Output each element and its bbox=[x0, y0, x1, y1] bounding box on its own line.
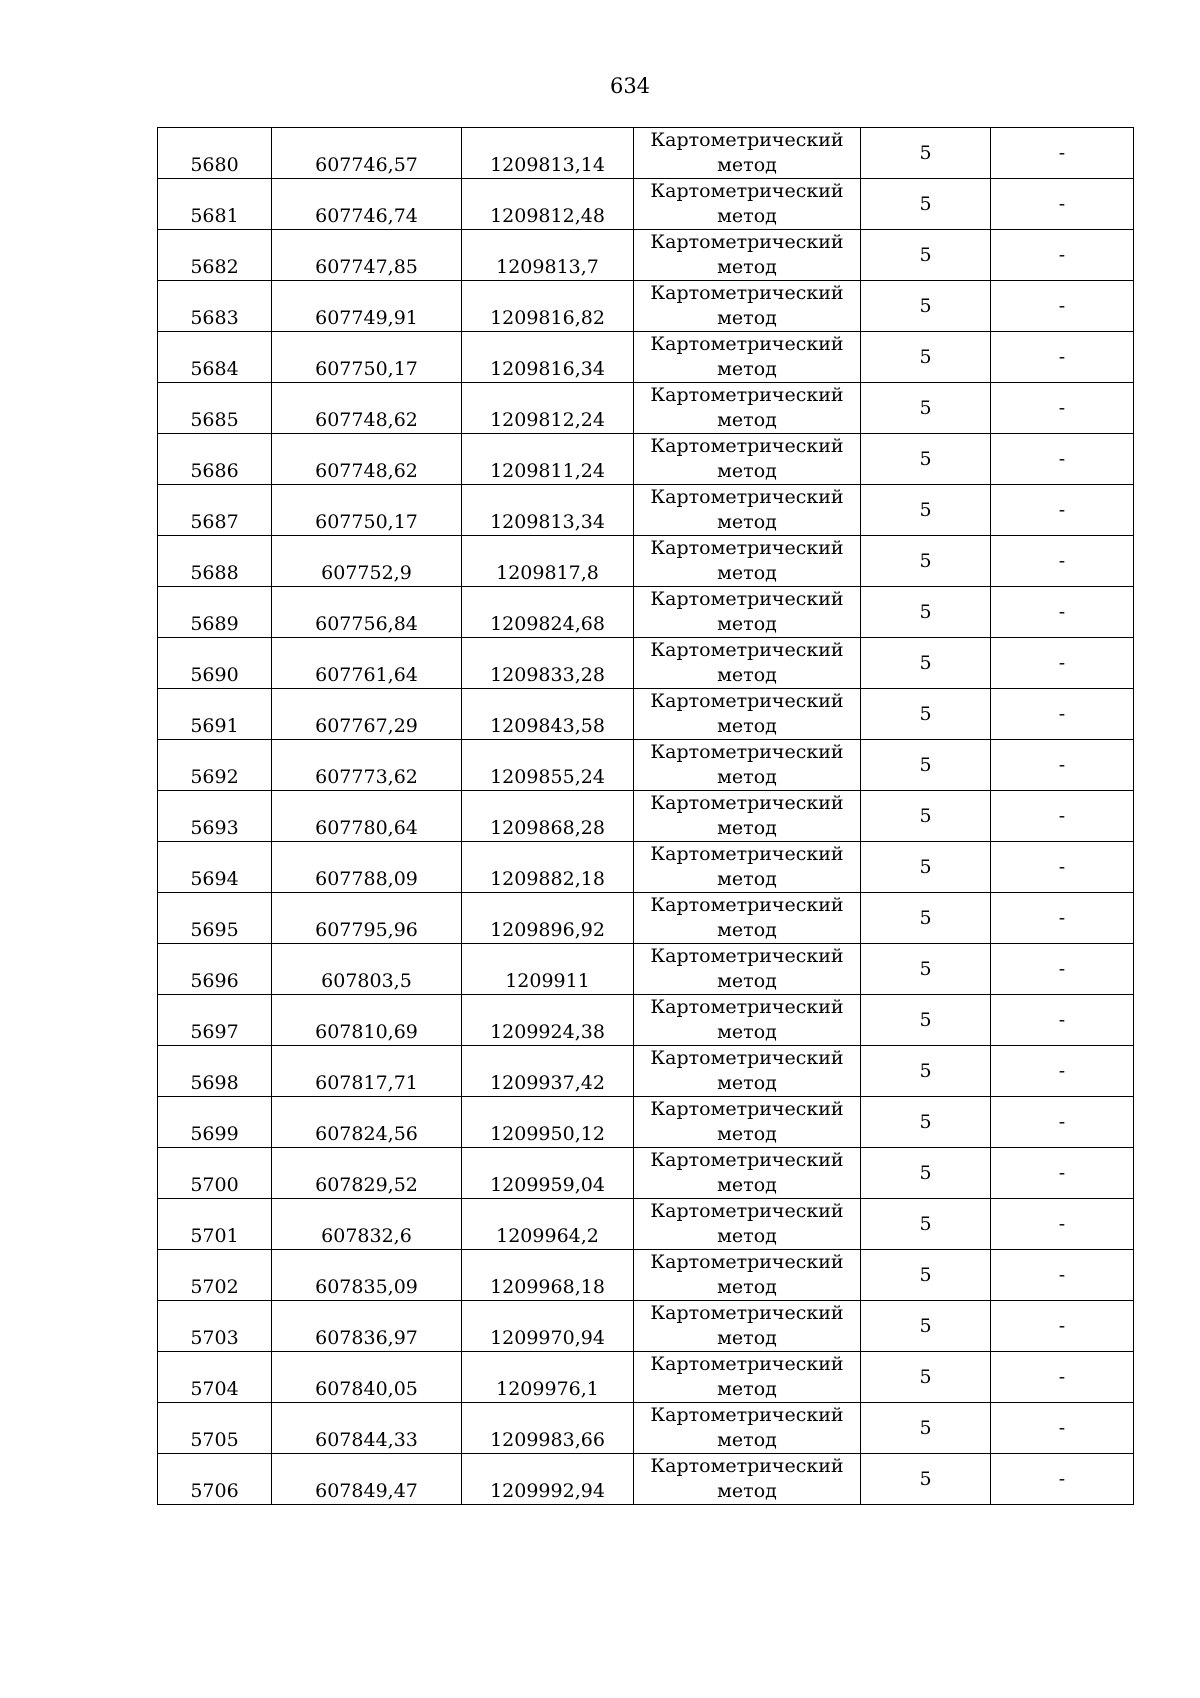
x-coordinate-cell: 607746,57 bbox=[272, 128, 462, 179]
y-coordinate-cell: 1209811,24 bbox=[462, 434, 634, 485]
point-number-cell: 5683 bbox=[158, 281, 272, 332]
accuracy-cell: 5 bbox=[861, 893, 991, 944]
x-coordinate-cell: 607750,17 bbox=[272, 485, 462, 536]
x-coordinate-cell: 607803,5 bbox=[272, 944, 462, 995]
note-cell: - bbox=[991, 281, 1134, 332]
y-coordinate-cell: 1209983,66 bbox=[462, 1403, 634, 1454]
accuracy-cell: 5 bbox=[861, 638, 991, 689]
method-line-1: Картометрический bbox=[650, 537, 844, 559]
table-row bbox=[158, 1352, 1134, 1403]
point-number-cell: 5693 bbox=[158, 791, 272, 842]
x-coordinate-cell: 607761,64 bbox=[272, 638, 462, 689]
method-cell bbox=[634, 587, 861, 638]
method-line-2: метод bbox=[717, 715, 777, 737]
point-number-cell: 5699 bbox=[158, 1097, 272, 1148]
x-coordinate-cell: 607756,84 bbox=[272, 587, 462, 638]
method-line-1: Картометрический bbox=[650, 1302, 844, 1324]
table-row bbox=[158, 383, 1134, 434]
method-line-1: Картометрический bbox=[650, 282, 844, 304]
accuracy-cell: 5 bbox=[861, 485, 991, 536]
table-row bbox=[158, 893, 1134, 944]
accuracy-cell: 5 bbox=[861, 383, 991, 434]
method-line-2: метод bbox=[717, 1480, 777, 1502]
method-line-1: Картометрический bbox=[650, 588, 844, 610]
accuracy-cell: 5 bbox=[861, 740, 991, 791]
accuracy-cell: 5 bbox=[861, 842, 991, 893]
table-row bbox=[158, 332, 1134, 383]
x-coordinate-cell: 607749,91 bbox=[272, 281, 462, 332]
method-cell bbox=[634, 1454, 861, 1505]
method-cell bbox=[634, 434, 861, 485]
method-cell bbox=[634, 485, 861, 536]
method-cell bbox=[634, 1046, 861, 1097]
table-row bbox=[158, 536, 1134, 587]
x-coordinate-cell: 607840,05 bbox=[272, 1352, 462, 1403]
point-number-cell: 5706 bbox=[158, 1454, 272, 1505]
note-cell: - bbox=[991, 791, 1134, 842]
method-line-2: метод bbox=[717, 1225, 777, 1247]
note-cell: - bbox=[991, 1250, 1134, 1301]
point-number-cell: 5700 bbox=[158, 1148, 272, 1199]
note-cell: - bbox=[991, 740, 1134, 791]
method-line-1: Картометрический bbox=[650, 843, 844, 865]
method-line-2: метод bbox=[717, 664, 777, 686]
point-number-cell: 5694 bbox=[158, 842, 272, 893]
x-coordinate-cell: 607849,47 bbox=[272, 1454, 462, 1505]
y-coordinate-cell: 1209924,38 bbox=[462, 995, 634, 1046]
point-number-cell: 5690 bbox=[158, 638, 272, 689]
method-line-2: метод bbox=[717, 1021, 777, 1043]
method-line-2: метод bbox=[717, 205, 777, 227]
method-line-1: Картометрический bbox=[650, 231, 844, 253]
method-cell bbox=[634, 230, 861, 281]
x-coordinate-cell: 607780,64 bbox=[272, 791, 462, 842]
x-coordinate-cell: 607748,62 bbox=[272, 434, 462, 485]
method-line-1: Картометрический bbox=[650, 690, 844, 712]
table-row bbox=[158, 587, 1134, 638]
x-coordinate-cell: 607750,17 bbox=[272, 332, 462, 383]
y-coordinate-cell: 1209896,92 bbox=[462, 893, 634, 944]
note-cell: - bbox=[991, 689, 1134, 740]
table-row bbox=[158, 1097, 1134, 1148]
note-cell: - bbox=[991, 230, 1134, 281]
point-number-cell: 5702 bbox=[158, 1250, 272, 1301]
y-coordinate-cell: 1209816,34 bbox=[462, 332, 634, 383]
x-coordinate-cell: 607746,74 bbox=[272, 179, 462, 230]
y-coordinate-cell: 1209970,94 bbox=[462, 1301, 634, 1352]
accuracy-cell: 5 bbox=[861, 1199, 991, 1250]
method-line-1: Картометрический bbox=[650, 1455, 844, 1477]
x-coordinate-cell: 607788,09 bbox=[272, 842, 462, 893]
method-line-2: метод bbox=[717, 919, 777, 941]
point-number-cell: 5697 bbox=[158, 995, 272, 1046]
point-number-cell: 5705 bbox=[158, 1403, 272, 1454]
note-cell: - bbox=[991, 434, 1134, 485]
y-coordinate-cell: 1209812,48 bbox=[462, 179, 634, 230]
note-cell: - bbox=[991, 383, 1134, 434]
method-cell bbox=[634, 536, 861, 587]
table-row bbox=[158, 128, 1134, 179]
point-number-cell: 5689 bbox=[158, 587, 272, 638]
point-number-cell: 5704 bbox=[158, 1352, 272, 1403]
method-line-2: метод bbox=[717, 1123, 777, 1145]
method-line-2: метод bbox=[717, 868, 777, 890]
method-cell bbox=[634, 995, 861, 1046]
point-number-cell: 5684 bbox=[158, 332, 272, 383]
method-cell bbox=[634, 1148, 861, 1199]
y-coordinate-cell: 1209911 bbox=[462, 944, 634, 995]
coordinates-table bbox=[157, 127, 1134, 1505]
method-cell bbox=[634, 689, 861, 740]
table-row bbox=[158, 944, 1134, 995]
method-line-1: Картометрический bbox=[650, 180, 844, 202]
method-cell bbox=[634, 638, 861, 689]
method-cell bbox=[634, 791, 861, 842]
table-row bbox=[158, 638, 1134, 689]
y-coordinate-cell: 1209937,42 bbox=[462, 1046, 634, 1097]
method-line-2: метод bbox=[717, 460, 777, 482]
method-line-2: метод bbox=[717, 256, 777, 278]
note-cell: - bbox=[991, 1097, 1134, 1148]
method-line-1: Картометрический bbox=[650, 1353, 844, 1375]
x-coordinate-cell: 607748,62 bbox=[272, 383, 462, 434]
note-cell: - bbox=[991, 1148, 1134, 1199]
method-line-1: Картометрический bbox=[650, 894, 844, 916]
method-cell bbox=[634, 179, 861, 230]
y-coordinate-cell: 1209824,68 bbox=[462, 587, 634, 638]
method-cell bbox=[634, 893, 861, 944]
y-coordinate-cell: 1209992,94 bbox=[462, 1454, 634, 1505]
accuracy-cell: 5 bbox=[861, 128, 991, 179]
table-row bbox=[158, 281, 1134, 332]
y-coordinate-cell: 1209950,12 bbox=[462, 1097, 634, 1148]
y-coordinate-cell: 1209817,8 bbox=[462, 536, 634, 587]
table-row bbox=[158, 1454, 1134, 1505]
y-coordinate-cell: 1209813,14 bbox=[462, 128, 634, 179]
accuracy-cell: 5 bbox=[861, 944, 991, 995]
note-cell: - bbox=[991, 944, 1134, 995]
y-coordinate-cell: 1209843,58 bbox=[462, 689, 634, 740]
method-line-1: Картометрический bbox=[650, 639, 844, 661]
table-row bbox=[158, 1046, 1134, 1097]
x-coordinate-cell: 607795,96 bbox=[272, 893, 462, 944]
x-coordinate-cell: 607824,56 bbox=[272, 1097, 462, 1148]
table-row bbox=[158, 230, 1134, 281]
table-row bbox=[158, 434, 1134, 485]
method-line-1: Картометрический bbox=[650, 1047, 844, 1069]
accuracy-cell: 5 bbox=[861, 1097, 991, 1148]
x-coordinate-cell: 607829,52 bbox=[272, 1148, 462, 1199]
y-coordinate-cell: 1209959,04 bbox=[462, 1148, 634, 1199]
note-cell: - bbox=[991, 1199, 1134, 1250]
y-coordinate-cell: 1209813,7 bbox=[462, 230, 634, 281]
note-cell: - bbox=[991, 893, 1134, 944]
method-line-1: Картометрический bbox=[650, 945, 844, 967]
note-cell: - bbox=[991, 332, 1134, 383]
method-line-2: метод bbox=[717, 409, 777, 431]
note-cell: - bbox=[991, 638, 1134, 689]
table-row bbox=[158, 791, 1134, 842]
y-coordinate-cell: 1209882,18 bbox=[462, 842, 634, 893]
accuracy-cell: 5 bbox=[861, 1046, 991, 1097]
accuracy-cell: 5 bbox=[861, 281, 991, 332]
accuracy-cell: 5 bbox=[861, 1148, 991, 1199]
method-line-1: Картометрический bbox=[650, 1404, 844, 1426]
method-cell bbox=[634, 1403, 861, 1454]
accuracy-cell: 5 bbox=[861, 179, 991, 230]
note-cell: - bbox=[991, 995, 1134, 1046]
method-line-1: Картометрический bbox=[650, 384, 844, 406]
method-line-2: метод bbox=[717, 562, 777, 584]
accuracy-cell: 5 bbox=[861, 791, 991, 842]
note-cell: - bbox=[991, 179, 1134, 230]
x-coordinate-cell: 607844,33 bbox=[272, 1403, 462, 1454]
accuracy-cell: 5 bbox=[861, 1403, 991, 1454]
x-coordinate-cell: 607836,97 bbox=[272, 1301, 462, 1352]
method-line-1: Картометрический bbox=[650, 1200, 844, 1222]
accuracy-cell: 5 bbox=[861, 1301, 991, 1352]
method-line-2: метод bbox=[717, 1327, 777, 1349]
x-coordinate-cell: 607832,6 bbox=[272, 1199, 462, 1250]
method-cell bbox=[634, 1352, 861, 1403]
method-cell bbox=[634, 128, 861, 179]
note-cell: - bbox=[991, 485, 1134, 536]
point-number-cell: 5703 bbox=[158, 1301, 272, 1352]
accuracy-cell: 5 bbox=[861, 1250, 991, 1301]
x-coordinate-cell: 607747,85 bbox=[272, 230, 462, 281]
table-row bbox=[158, 1301, 1134, 1352]
method-line-2: метод bbox=[717, 511, 777, 533]
point-number-cell: 5688 bbox=[158, 536, 272, 587]
note-cell: - bbox=[991, 1403, 1134, 1454]
table-row bbox=[158, 842, 1134, 893]
table-row bbox=[158, 740, 1134, 791]
accuracy-cell: 5 bbox=[861, 1454, 991, 1505]
y-coordinate-cell: 1209812,24 bbox=[462, 383, 634, 434]
method-cell bbox=[634, 1097, 861, 1148]
point-number-cell: 5691 bbox=[158, 689, 272, 740]
method-line-1: Картометрический bbox=[650, 435, 844, 457]
method-line-1: Картометрический bbox=[650, 741, 844, 763]
note-cell: - bbox=[991, 1352, 1134, 1403]
method-line-2: метод bbox=[717, 1072, 777, 1094]
method-line-1: Картометрический bbox=[650, 1251, 844, 1273]
table-row bbox=[158, 485, 1134, 536]
note-cell: - bbox=[991, 536, 1134, 587]
y-coordinate-cell: 1209964,2 bbox=[462, 1199, 634, 1250]
point-number-cell: 5680 bbox=[158, 128, 272, 179]
method-line-1: Картометрический bbox=[650, 1149, 844, 1171]
method-line-1: Картометрический bbox=[650, 996, 844, 1018]
table-row bbox=[158, 1199, 1134, 1250]
x-coordinate-cell: 607817,71 bbox=[272, 1046, 462, 1097]
method-line-1: Картометрический bbox=[650, 129, 844, 151]
point-number-cell: 5698 bbox=[158, 1046, 272, 1097]
table-row bbox=[158, 1148, 1134, 1199]
method-line-1: Картометрический bbox=[650, 1098, 844, 1120]
y-coordinate-cell: 1209968,18 bbox=[462, 1250, 634, 1301]
y-coordinate-cell: 1209816,82 bbox=[462, 281, 634, 332]
x-coordinate-cell: 607773,62 bbox=[272, 740, 462, 791]
note-cell: - bbox=[991, 842, 1134, 893]
method-line-2: метод bbox=[717, 154, 777, 176]
point-number-cell: 5685 bbox=[158, 383, 272, 434]
point-number-cell: 5681 bbox=[158, 179, 272, 230]
method-line-2: метод bbox=[717, 613, 777, 635]
point-number-cell: 5696 bbox=[158, 944, 272, 995]
y-coordinate-cell: 1209833,28 bbox=[462, 638, 634, 689]
method-cell bbox=[634, 1250, 861, 1301]
method-cell bbox=[634, 281, 861, 332]
table-row bbox=[158, 179, 1134, 230]
method-line-2: метод bbox=[717, 970, 777, 992]
note-cell: - bbox=[991, 1046, 1134, 1097]
method-line-1: Картометрический bbox=[650, 792, 844, 814]
method-cell bbox=[634, 842, 861, 893]
point-number-cell: 5682 bbox=[158, 230, 272, 281]
method-line-1: Картометрический bbox=[650, 486, 844, 508]
accuracy-cell: 5 bbox=[861, 1352, 991, 1403]
method-line-2: метод bbox=[717, 817, 777, 839]
point-number-cell: 5692 bbox=[158, 740, 272, 791]
accuracy-cell: 5 bbox=[861, 332, 991, 383]
y-coordinate-cell: 1209868,28 bbox=[462, 791, 634, 842]
table-row bbox=[158, 995, 1134, 1046]
accuracy-cell: 5 bbox=[861, 536, 991, 587]
x-coordinate-cell: 607767,29 bbox=[272, 689, 462, 740]
x-coordinate-cell: 607752,9 bbox=[272, 536, 462, 587]
accuracy-cell: 5 bbox=[861, 689, 991, 740]
method-cell bbox=[634, 383, 861, 434]
method-line-2: метод bbox=[717, 307, 777, 329]
accuracy-cell: 5 bbox=[861, 995, 991, 1046]
point-number-cell: 5695 bbox=[158, 893, 272, 944]
y-coordinate-cell: 1209976,1 bbox=[462, 1352, 634, 1403]
note-cell: - bbox=[991, 1301, 1134, 1352]
method-cell bbox=[634, 1301, 861, 1352]
method-line-2: метод bbox=[717, 1174, 777, 1196]
method-cell bbox=[634, 740, 861, 791]
method-line-2: метод bbox=[717, 358, 777, 380]
point-number-cell: 5701 bbox=[158, 1199, 272, 1250]
method-line-2: метод bbox=[717, 1429, 777, 1451]
table-row bbox=[158, 1403, 1134, 1454]
method-line-2: метод bbox=[717, 1276, 777, 1298]
note-cell: - bbox=[991, 1454, 1134, 1505]
note-cell: - bbox=[991, 587, 1134, 638]
method-line-2: метод bbox=[717, 766, 777, 788]
x-coordinate-cell: 607810,69 bbox=[272, 995, 462, 1046]
method-cell bbox=[634, 944, 861, 995]
method-line-1: Картометрический bbox=[650, 333, 844, 355]
method-line-2: метод bbox=[717, 1378, 777, 1400]
y-coordinate-cell: 1209813,34 bbox=[462, 485, 634, 536]
note-cell: - bbox=[991, 128, 1134, 179]
table-row bbox=[158, 1250, 1134, 1301]
method-cell bbox=[634, 1199, 861, 1250]
point-number-cell: 5686 bbox=[158, 434, 272, 485]
table-row bbox=[158, 689, 1134, 740]
coordinates-table-body bbox=[158, 128, 1134, 1505]
accuracy-cell: 5 bbox=[861, 230, 991, 281]
point-number-cell: 5687 bbox=[158, 485, 272, 536]
x-coordinate-cell: 607835,09 bbox=[272, 1250, 462, 1301]
page-number: 634 bbox=[609, 74, 651, 98]
accuracy-cell: 5 bbox=[861, 434, 991, 485]
accuracy-cell: 5 bbox=[861, 587, 991, 638]
y-coordinate-cell: 1209855,24 bbox=[462, 740, 634, 791]
method-cell bbox=[634, 332, 861, 383]
